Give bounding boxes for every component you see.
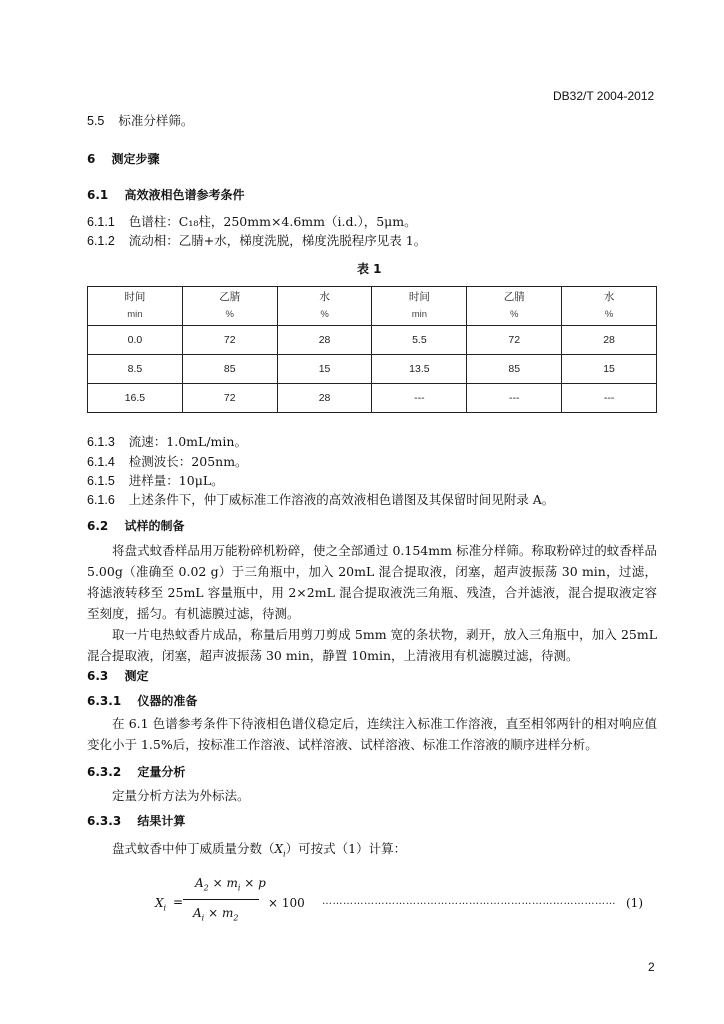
calc-intro-text: ）可按式（1）计算： — [285, 841, 407, 856]
section-title: 测定步骤 — [111, 152, 160, 166]
table-cell: 72 — [182, 384, 277, 413]
variable-subscript: i — [283, 849, 286, 859]
equation-label: (1) — [626, 896, 643, 910]
section-6-3-heading — [87, 667, 148, 684]
table-cell: --- — [562, 384, 657, 413]
clause-6-1-1 — [87, 212, 417, 230]
clause-text: 流速：1.0mL/min。 — [128, 434, 247, 449]
table-header-cell: 乙腈 % — [182, 287, 277, 326]
calc-intro-text: 盘式蚊香中仲丁威质量分数（ — [112, 841, 275, 856]
table-cell: 0.0 — [88, 326, 183, 355]
section-title: 高效液相色谱参考条件 — [124, 188, 245, 202]
paragraph: 在 6.1 色谱参考条件下待液相色谱仪稳定后，连续注入标准工作溶液，直至相邻两针的相对响应值变化小于 1.5%后，按标准工作溶液、试样溶液、试样溶液、标准工作溶液的顺序进样分析。 — [87, 716, 657, 752]
equation-leader-dots: ………………………………………………………………………… — [322, 896, 616, 907]
section-number: 6.3 — [87, 669, 109, 683]
clause-number: 6.1.1 — [87, 215, 115, 229]
section-number: 6 — [87, 152, 96, 166]
clause-6-1-3 — [87, 432, 247, 450]
paragraph: 定量分析方法为外标法。 — [112, 788, 250, 803]
section-number: 6.3.1 — [87, 694, 122, 708]
gradient-table — [87, 286, 657, 413]
clause-6-1-5 — [87, 471, 224, 489]
table-cell: 28 — [562, 326, 657, 355]
clause-number: 6.1.2 — [87, 234, 115, 248]
table-cell: 13.5 — [372, 355, 467, 384]
table-cell: 16.5 — [88, 384, 183, 413]
section-number: 5.5 — [87, 114, 105, 128]
equation-denominator: $A_i \times m_2$ — [193, 906, 239, 923]
clause-6-1-4 — [87, 452, 248, 470]
quant-analysis-paragraph — [87, 785, 657, 806]
table-header-cell: 时间 min — [88, 287, 183, 326]
clause-text: 流动相：乙腈+水，梯度洗脱，梯度洗脱程序见表 1。 — [128, 233, 427, 248]
table-cell: 72 — [182, 326, 277, 355]
section-6-3-3-heading — [87, 812, 185, 829]
paragraph: 将盘式蚊香样品用万能粉碎机粉碎，使之全部通过 0.154mm 标准分样筛。称取粉碎过的蚊香样品5.00g（准确至 0.02 g）于三角瓶中，加入 20mL 混合提取液，闭塞，超声波振荡 30 min，过滤，将滤液转移至 25mL 容量瓶中，用 2×2mL 混合提取液洗三角瓶、残渣，合并滤液，混合提取液定容至刻度，摇匀。有机滤膜过滤，待测。 — [87, 543, 657, 621]
section-title: 结果计算 — [137, 814, 186, 828]
table-cell: --- — [372, 384, 467, 413]
table-cell: 5.5 — [372, 326, 467, 355]
table-header-cell: 时间 min — [372, 287, 467, 326]
section-5-5 — [87, 111, 193, 129]
equals-sign: = — [173, 895, 184, 909]
clause-6-1-6 — [87, 490, 554, 508]
equation-multiplier: × 100 — [268, 896, 305, 910]
calc-intro — [112, 839, 406, 859]
table-header-cell: 水 % — [277, 287, 372, 326]
table-row — [88, 326, 657, 355]
table-cell: 8.5 — [88, 355, 183, 384]
section-6-3-1-heading — [87, 692, 197, 709]
clause-text: 上述条件下，仲丁威标准工作溶液的高效液相色谱图及其保留时间见附录 A。 — [128, 492, 555, 507]
section-6-2-heading — [87, 517, 184, 534]
equation-numerator: $A_2 \times m_i \times p$ — [195, 876, 266, 893]
clause-text: 进样量：10μL。 — [128, 473, 224, 488]
table-row — [88, 355, 657, 384]
section-title: 测定 — [124, 669, 149, 683]
clause-number: 6.1.6 — [87, 493, 115, 507]
table-cell: 28 — [277, 384, 372, 413]
instrument-prep-paragraph — [87, 713, 657, 755]
clause-6-1-2 — [87, 231, 426, 249]
table-cell: --- — [467, 384, 562, 413]
clause-text: 色谱柱：C₁₈柱，250mm×4.6mm（i.d.），5μm。 — [128, 214, 417, 229]
section-number: 6.3.3 — [87, 814, 122, 828]
table-cell: 15 — [562, 355, 657, 384]
table-row — [88, 384, 657, 413]
clause-number: 6.1.4 — [87, 455, 115, 469]
section-title: 试样的制备 — [124, 519, 185, 533]
clause-number: 6.1.5 — [87, 474, 115, 488]
section-6-3-2-heading — [87, 763, 185, 780]
section-title: 定量分析 — [137, 765, 186, 779]
section-number: 6.2 — [87, 519, 109, 533]
table-cell: 28 — [277, 326, 372, 355]
table-cell: 85 — [182, 355, 277, 384]
table-cell: 15 — [277, 355, 372, 384]
clause-number: 6.1.3 — [87, 435, 115, 449]
section-text: 标准分样筛。 — [118, 113, 194, 128]
page-number: 2 — [648, 960, 655, 974]
table-cell: 85 — [467, 355, 562, 384]
section-number: 6.3.2 — [87, 765, 122, 779]
equation-lhs: $X_i$ — [155, 896, 167, 913]
section-6-1-heading — [87, 186, 244, 203]
paragraph: 取一片电热蚊香片成品，称量后用剪刀剪成 5mm 宽的条状物，剥开，放入三角瓶中，加入 25mL 混合提取液，闭塞，超声波振荡 30 min，静置 10min，上清液用有机滤膜过滤，待测。 — [87, 627, 657, 663]
section-title: 仪器的准备 — [137, 694, 198, 708]
table-caption: 表 1 — [357, 262, 382, 276]
table-header-row — [88, 287, 657, 326]
table-header-cell: 水 % — [562, 287, 657, 326]
clause-text: 检测波长：205nm。 — [128, 454, 248, 469]
document-id: DB32/T 2004-2012 — [553, 89, 655, 103]
variable-x: X — [274, 842, 284, 856]
fraction-bar — [183, 899, 259, 900]
table-cell: 72 — [467, 326, 562, 355]
sample-prep-paragraphs — [87, 540, 657, 666]
section-number: 6.1 — [87, 188, 109, 202]
table-header-cell: 乙腈 % — [467, 287, 562, 326]
section-6-heading — [87, 150, 160, 167]
